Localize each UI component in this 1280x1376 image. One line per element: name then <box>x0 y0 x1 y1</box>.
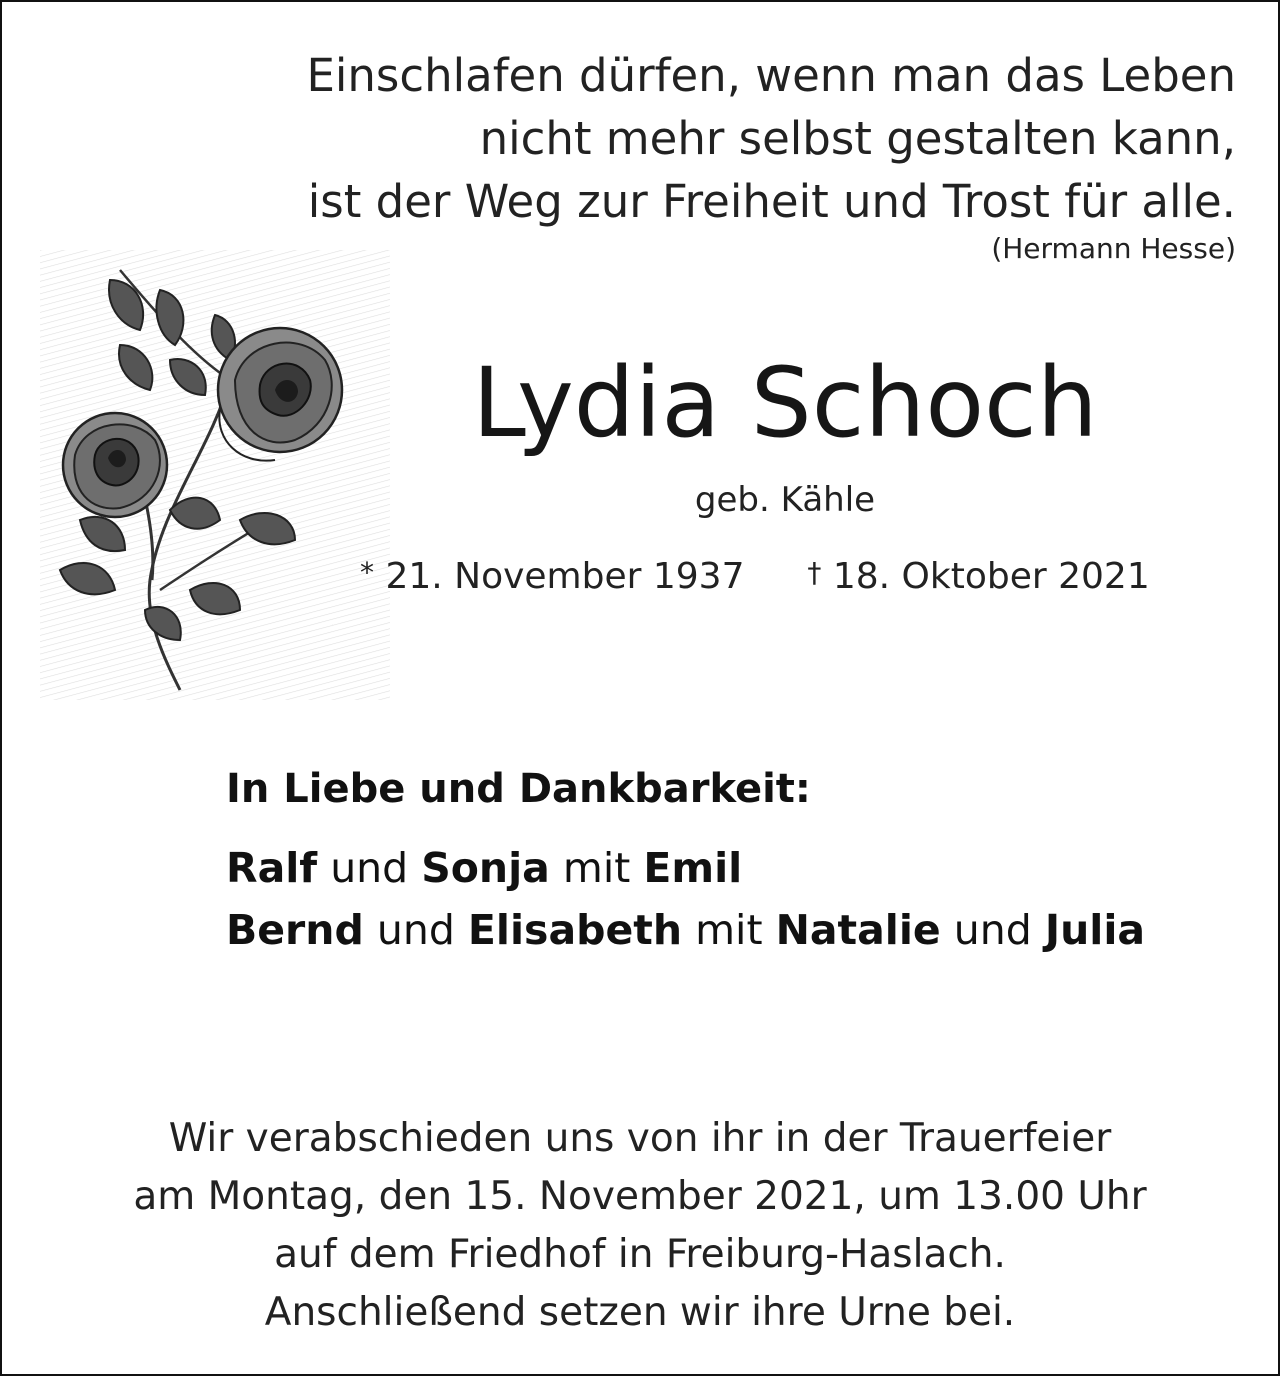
rose-icon <box>40 250 390 700</box>
mourner-line <box>226 844 742 892</box>
life-dates <box>360 556 1150 597</box>
birth-symbol: * <box>360 556 374 589</box>
mourner-conjunction: und <box>953 906 1032 954</box>
mourner-name: Ralf <box>226 844 318 892</box>
funeral-announcement <box>0 1110 1280 1342</box>
mourner-name: Natalie <box>775 906 941 954</box>
death-symbol: † <box>807 556 822 589</box>
mourner-line <box>226 906 1145 954</box>
mourner-name: Elisabeth <box>467 906 683 954</box>
mourner-name: Julia <box>1044 906 1146 954</box>
announcement-line: am Montag, den 15. November 2021, um 13.00 Uhr <box>133 1174 1147 1219</box>
mourner-name: Bernd <box>226 906 364 954</box>
mourner-conjunction: mit <box>562 844 631 892</box>
quote-line: nicht mehr selbst gestalten kann, <box>479 112 1236 165</box>
mourner-conjunction: und <box>376 906 455 954</box>
deceased-name: Lydia Schoch <box>472 347 1098 459</box>
mourners-heading: In Liebe und Dankbarkeit: <box>226 766 811 812</box>
quote-author: (Hermann Hesse) <box>991 232 1236 265</box>
quote <box>306 44 1236 233</box>
quote-line: ist der Weg zur Freiheit und Trost für alle. <box>307 175 1236 228</box>
announcement-line: Anschließend setzen wir ihre Urne bei. <box>264 1290 1016 1335</box>
mourner-conjunction: und <box>330 844 409 892</box>
mourner-name: Sonja <box>421 844 550 892</box>
announcement-line: Wir verabschieden uns von ihr in der Trauerfeier <box>168 1116 1112 1161</box>
death-date: 18. Oktober 2021 <box>832 556 1150 597</box>
announcement-line: auf dem Friedhof in Freiburg-Haslach. <box>274 1232 1006 1277</box>
maiden-name: geb. Kähle <box>694 480 876 520</box>
birth-date: 21. November 1937 <box>385 556 745 597</box>
mourner-conjunction: mit <box>695 906 763 954</box>
mourner-name: Emil <box>643 844 743 892</box>
quote-line: Einschlafen dürfen, wenn man das Leben <box>306 49 1236 102</box>
